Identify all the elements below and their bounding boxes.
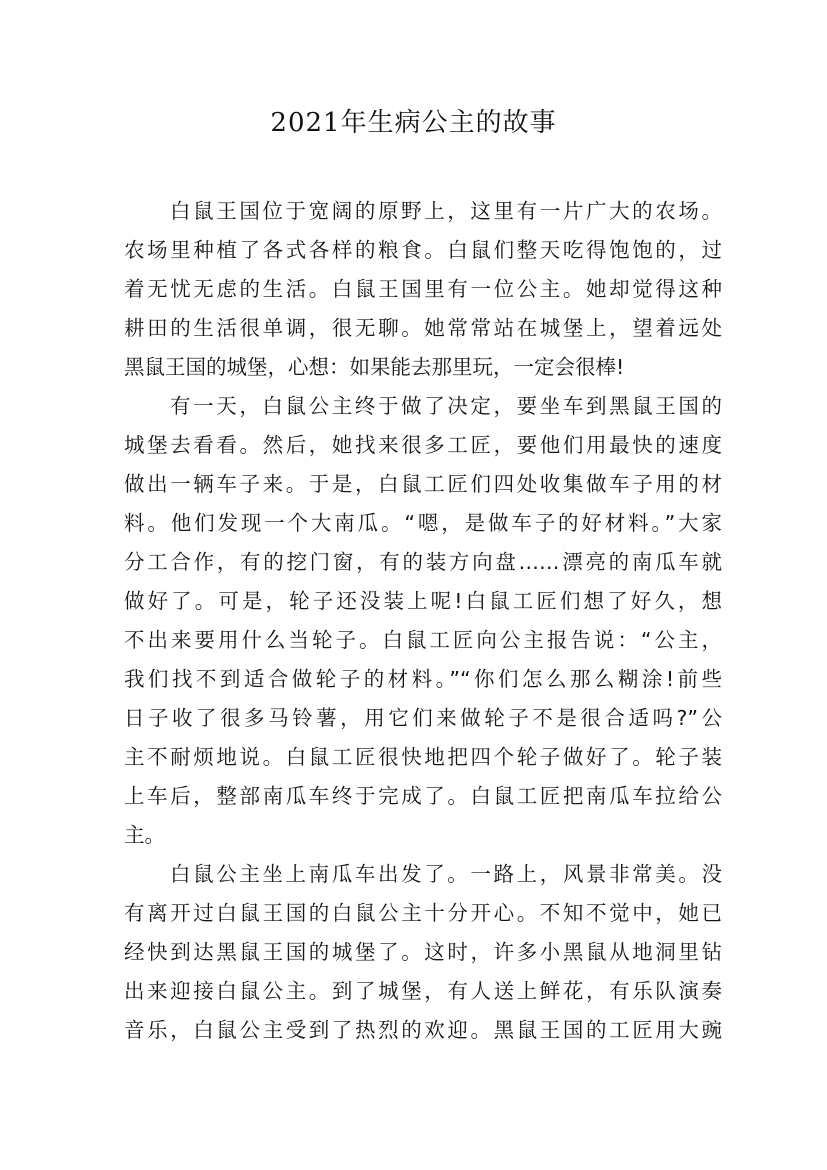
paragraph-line: 黑鼠王国的城堡，心想：如果能去那里玩，一定会很棒! — [124, 355, 625, 379]
paragraph-line: 日子收了很多马铃薯，用它们来做轮子不是很合适吗?”公 — [124, 706, 722, 730]
paragraph-line: 出来迎接白鼠公主。到了城堡，有人送上鲜花，有乐队演奏 — [124, 979, 722, 1003]
paragraph-line: 做好了。可是，轮子还没装上呢!白鼠工匠们想了好久，想 — [124, 589, 722, 613]
paragraph-line: 音乐，白鼠公主受到了热烈的欢迎。黑鼠王国的工匠用大豌 — [124, 1018, 722, 1042]
paragraph-line: 料。他们发现一个大南瓜。“嗯，是做车子的好材料。”大家 — [124, 511, 722, 535]
paragraph-line: 城堡去看看。然后，她找来很多工匠，要他们用最快的速度 — [124, 433, 722, 457]
paragraph-line: 分工合作，有的挖门窗，有的装方向盘……漂亮的南瓜车就 — [124, 550, 722, 574]
paragraph-line: 主。 — [124, 823, 165, 847]
paragraph-line: 耕田的生活很单调，很无聊。她常常站在城堡上，望着远处 — [124, 316, 722, 340]
paragraph-line: 有离开过白鼠王国的白鼠公主十分开心。不知不觉中，她已 — [124, 901, 722, 925]
paragraph-line: 上车后，整部南瓜车终于完成了。白鼠工匠把南瓜车拉给公 — [124, 784, 722, 808]
paragraph-line: 有一天，白鼠公主终于做了决定，要坐车到黑鼠王国的 — [170, 394, 722, 418]
paragraph-line: 经快到达黑鼠王国的城堡了。这时，许多小黑鼠从地洞里钻 — [124, 940, 722, 964]
paragraph-line: 着无忧无虑的生活。白鼠王国里有一位公主。她却觉得这种 — [124, 277, 722, 301]
paragraph-line: 农场里种植了各式各样的粮食。白鼠们整天吃得饱饱的，过 — [124, 238, 722, 262]
paragraph-line: 我们找不到适合做轮子的材料。”“你们怎么那么糊涂!前些 — [124, 667, 722, 691]
paragraph-line: 白鼠公主坐上南瓜车出发了。一路上，风景非常美。没 — [170, 862, 722, 886]
document-body — [124, 192, 722, 1050]
paragraph-line: 主不耐烦地说。白鼠工匠很快地把四个轮子做好了。轮子装 — [124, 745, 722, 769]
paragraph-line: 做出一辆车子来。于是，白鼠工匠们四处收集做车子用的材 — [124, 472, 722, 496]
document-title: 2021年生病公主的故事 — [270, 108, 557, 138]
paragraph-line: 白鼠王国位于宽阔的原野上，这里有一片广大的农场。 — [170, 199, 722, 223]
paragraph-line: 不出来要用什么当轮子。白鼠工匠向公主报告说：“公主， — [124, 628, 722, 652]
